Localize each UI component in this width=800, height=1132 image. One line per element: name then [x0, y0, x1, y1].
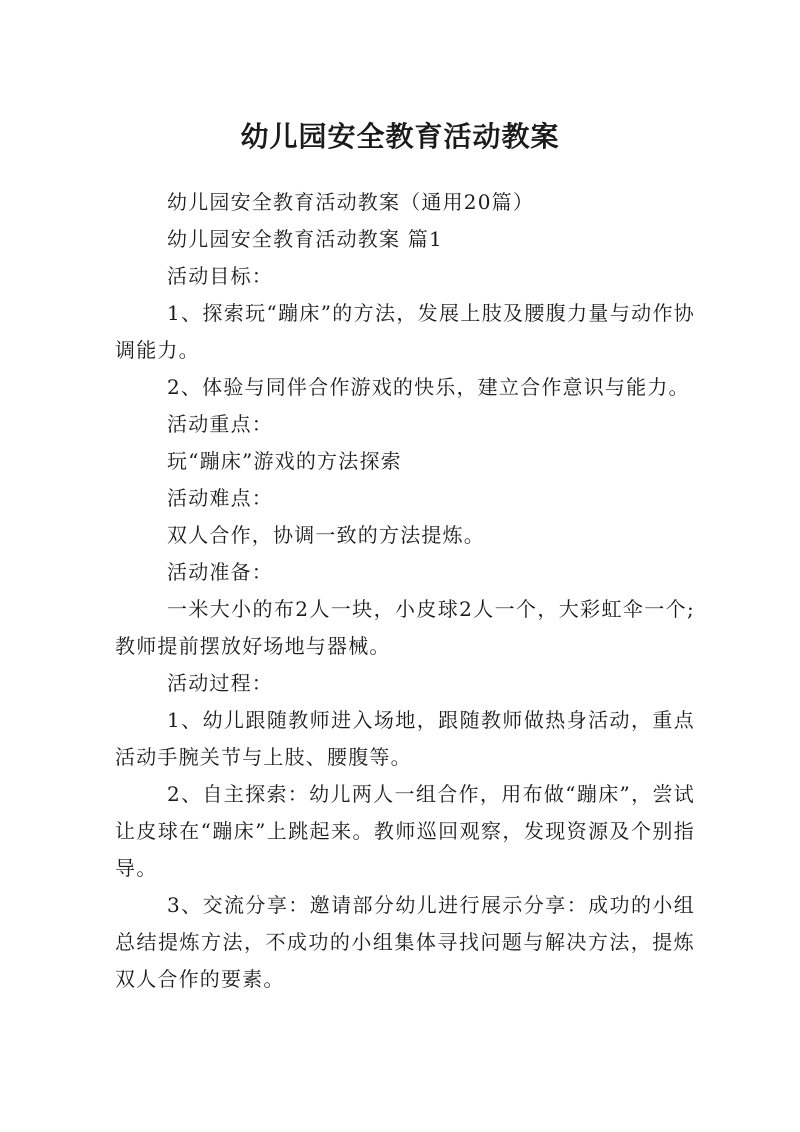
heading-activity-goals: 活动目标：	[167, 264, 273, 288]
heading-activity-focus: 活动重点：	[167, 412, 273, 436]
document-title: 幼儿园安全教育活动教案	[240, 119, 560, 153]
goal-item-2: 2、体验与同伴合作游戏的快乐，建立合作意识与能力。	[167, 375, 690, 399]
focus-text: 玩“蹦床”游戏的方法探索	[167, 449, 402, 473]
heading-activity-process: 活动过程：	[167, 671, 273, 695]
difficulty-text: 双人合作，协调一致的方法提炼。	[167, 523, 485, 547]
preparation-text: 一米大小的布2人一块，小皮球2人一个，大彩虹伞一个;教师提前摆放好场地与器械。	[115, 597, 695, 658]
subtitle-paragraph: 幼儿园安全教育活动教案（通用20篇）	[167, 190, 535, 214]
heading-activity-difficulty: 活动难点：	[167, 486, 273, 510]
process-step-2: 2、自主探索：幼儿两人一组合作，用布做“蹦床”，尝试让皮球在“蹦床”上跳起来。教师巡回观察，发现资源及个别指导。	[115, 782, 695, 880]
heading-activity-preparation: 活动准备：	[167, 560, 273, 584]
section-heading-lesson-1: 幼儿园安全教育活动教案 篇1	[167, 227, 443, 251]
goal-item-1: 1、探索玩“蹦床”的方法，发展上肢及腰腹力量与动作协调能力。	[115, 301, 695, 362]
document-body	[115, 184, 695, 998]
process-step-3: 3、交流分享：邀请部分幼儿进行展示分享：成功的小组总结提炼方法，不成功的小组集体寻找问题与解决方法，提炼双人合作的要素。	[115, 893, 695, 991]
process-step-1: 1、幼儿跟随教师进入场地，跟随教师做热身活动，重点活动手腕关节与上肢、腰腹等。	[115, 708, 695, 769]
